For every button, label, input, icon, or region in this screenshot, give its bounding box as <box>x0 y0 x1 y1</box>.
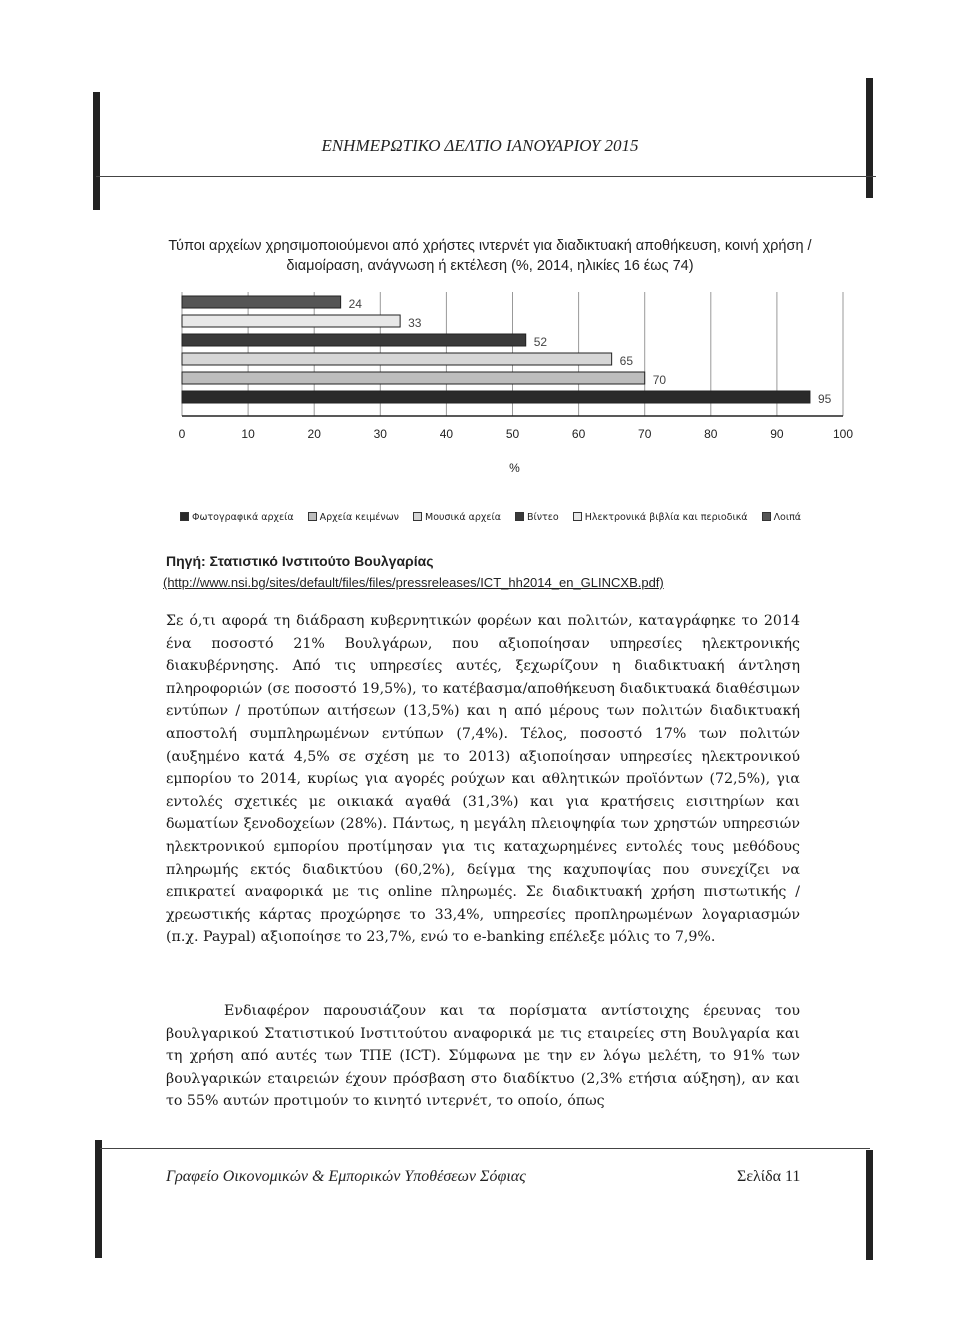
x-tick-label: 100 <box>832 427 854 441</box>
legend-swatch <box>180 512 189 521</box>
chart-legend <box>180 512 900 523</box>
bar-value-label: 95 <box>817 392 832 406</box>
bar-1 <box>182 296 341 308</box>
bar-6 <box>182 391 810 403</box>
x-tick-label: 60 <box>571 427 586 441</box>
header-rule <box>96 176 876 177</box>
x-tick-label: 20 <box>307 427 321 441</box>
x-tick-label: 30 <box>373 427 387 441</box>
bar-4 <box>182 353 612 365</box>
legend-swatch <box>308 512 317 521</box>
bar-chart <box>160 290 880 490</box>
source-label: Πηγή: Στατιστικό Ινστιτούτο Βουλγαρίας <box>166 553 434 569</box>
bar-5 <box>182 372 645 384</box>
bar-value-label: 24 <box>348 297 362 311</box>
bar-value-label: 52 <box>533 335 548 349</box>
legend-swatch <box>762 512 771 521</box>
chart-title: Τύποι αρχείων χρησιμοποιούμενοι από χρήστες ιντερνέτ για διαδικτυακή αποθήκευση, κοινή χρήση / διαμοίραση, ανάγνωση ή εκτέλεση (%, 2014, ηλικίες 16 έως 74) <box>168 238 812 274</box>
legend-swatch <box>515 512 524 521</box>
legend-label: Αρχεία κειμένων <box>319 512 399 523</box>
footer-left-bar <box>95 1140 102 1258</box>
x-tick-label: 10 <box>241 427 255 441</box>
legend-item <box>180 512 294 523</box>
legend-label: Μουσικά αρχεία <box>425 512 502 523</box>
bar-2 <box>182 315 400 327</box>
legend-item <box>308 512 399 523</box>
footer-rule <box>100 1148 870 1149</box>
legend-swatch <box>413 512 422 521</box>
bar-3 <box>182 334 526 346</box>
legend-item <box>413 512 501 523</box>
body-paragraph-2: Ενδιαφέρον παρουσιάζουν και τα πορίσματα αντίστοιχης έρευνας του βουλγαρικού Στατιστικού Ινστιτούτου αναφορικά με τις εταιρείες στη Βουλγαρία και τη χρήση από αυτές των ΤΠΕ (ICT). Σύμφωνα με την εν λόγω μελέτη, το 91% των βουλγαρικών εταιρειών έχουν πρόσβαση στο διαδίκτυο (2,3% ετήσια αύξηση), αν και το 55% αυτών προτιμούν το κινητό ιντερνέτ, το οποίο, όπως <box>166 1003 800 1110</box>
legend-label: Φωτογραφικά αρχεία <box>192 512 294 523</box>
source-link[interactable]: (http://www.nsi.bg/sites/default/files/files/pressreleases/ICT_hh2014_en_GLINCXB.pdf) <box>163 575 664 590</box>
x-tick-label: 80 <box>704 427 718 441</box>
x-tick-label: 70 <box>638 427 652 441</box>
legend-item <box>573 512 748 523</box>
bar-value-label: 65 <box>619 354 634 368</box>
bar-value-label: 33 <box>408 316 422 330</box>
legend-item <box>515 512 559 523</box>
footer-page-number: Σελίδα 11 <box>737 1168 801 1185</box>
legend-label: Λοιπά <box>773 512 802 523</box>
bar-value-label: 70 <box>652 373 667 387</box>
footer-office-name: Γραφείο Οικονομικών & Εμπορικών Υποθέσεων Σόφιας <box>166 1168 526 1185</box>
body-paragraph-1: Σε ό,τι αφορά τη διάδραση κυβερνητικών φορέων και πολιτών, καταγράφηκε το 2014 ένα ποσοστό 21% Βουλγάρων, που αξιοποίησαν υπηρεσίες ηλεκτρονικής διακυβέρνησης. Από τις υπηρεσίες αυτές, ξεχωρίζουν η διαδικτυακή άντληση πληροφοριών (σε ποσοστό 19,5%), το κατέβασμα/αποθήκευση διαδικτυακά διαθέσιμων εντύπων / προτύπων αιτήσεων (13,5%) και η από μέρους των πολιτών διαδικτυακή αποστολή συμπληρωμένων εντύπων (7,4%). Τέλος, ποσοστό 17% των πολιτών (αυξημένο κατά 4,5% σε σχέση με το 2013) αξιοποίησαν υπηρεσίες ηλεκτρονικού εμπορίου το 2014, κυρίως για αγορές ρούχων και αθλητικών προϊόντων (72,5%), για εντολές σχετικές με οικιακά αγαθά (31,3%) και για κρατήσεις εισιτηρίων και δωματίων ξενοδοχείων (28%). Πάντως, η μεγάλη πλειοψηφία των χρηστών υπηρεσιών ηλεκτρονικού εμπορίου προτίμησαν για τις καταχωρημένες εντολές τους μεθόδους πληρωμής εκτός διαδικτύου (60,2%), δείγμα της καχυποψίας που συνεχίζει να επικρατεί αναφορικά με τις online πληρωμές. Σε διαδικτυακή χρήση πιστωτικής / χρεωστικής κάρτας προχώρησε το 33,4%, υπηρεσίες προπληρωμένων λογαριασμών (π.χ. Paypal) αξιοποίησε το 23,7%, ενώ το e-banking επέλεξε μόλις το 7,9%. <box>166 613 800 946</box>
legend-label: Ηλεκτρονικά βιβλία και περιοδικά <box>584 512 748 523</box>
legend-label: Βίντεο <box>527 512 559 523</box>
legend-item <box>762 512 802 523</box>
x-tick-label: 50 <box>505 427 520 441</box>
legend-swatch <box>573 512 582 521</box>
x-tick-label: 40 <box>439 427 454 441</box>
x-axis-label: % <box>509 461 520 475</box>
x-tick-label: 0 <box>178 427 186 441</box>
page-header-title: ΕΝΗΜΕΡΩΤΙΚΟ ΔΕΛΤΙΟ ΙΑΝΟΥΑΡΙΟΥ 2015 <box>321 136 639 155</box>
footer-right-bar <box>866 1150 873 1260</box>
x-tick-label: 90 <box>770 427 784 441</box>
